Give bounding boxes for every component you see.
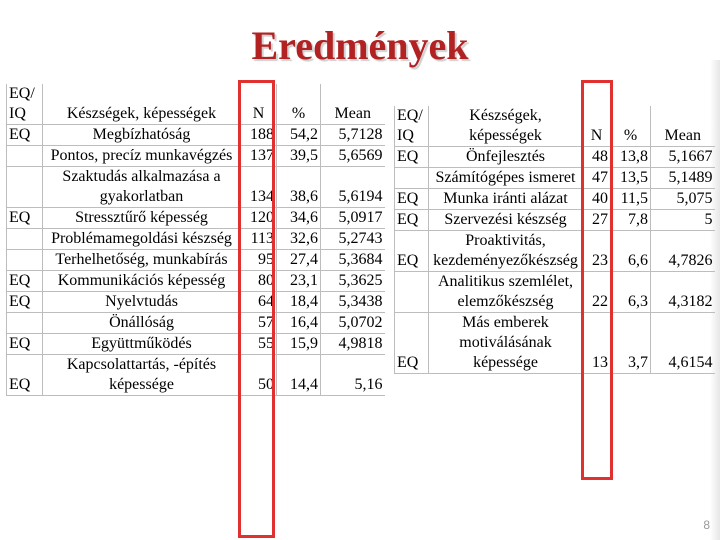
skill-name: Munka iránti alázat [429, 189, 583, 210]
eq-tag [7, 250, 43, 271]
header-iq: IQ [9, 105, 26, 122]
percent-value: 13,5 [611, 168, 651, 189]
eq-tag [7, 146, 43, 167]
results-table-right [394, 106, 715, 374]
table-row [7, 355, 385, 396]
eq-tag: EQ [395, 313, 429, 374]
percent-value: 23,1 [277, 271, 321, 292]
n-value: 80 [241, 271, 277, 292]
header-n: N [583, 106, 611, 147]
skill-name: Kapcsolattartás, -építés képessége [43, 355, 241, 396]
mean-value: 5,0917 [321, 208, 385, 229]
skill-name: Önállóság [43, 313, 241, 334]
percent-value: 6,3 [611, 272, 651, 313]
n-value: 137 [241, 146, 277, 167]
mean-value: 4,7826 [651, 231, 715, 272]
eq-tag: EQ [7, 271, 43, 292]
percent-value: 13,8 [611, 147, 651, 168]
eq-tag: EQ [395, 231, 429, 272]
skill-name: Önfejlesztés [429, 147, 583, 168]
n-value: 40 [583, 189, 611, 210]
skill-name: Szaktudás alkalmazása a gyakorlatban [43, 167, 241, 208]
mean-value: 4,9818 [321, 334, 385, 355]
percent-value: 39,5 [277, 146, 321, 167]
n-value: 13 [583, 313, 611, 374]
mean-value: 5,3625 [321, 271, 385, 292]
skill-name: Problémamegoldási készség [43, 229, 241, 250]
percent-value: 34,6 [277, 208, 321, 229]
mean-value: 5,16 [321, 355, 385, 396]
skill-name: Terhelhetőség, munkabírás [43, 250, 241, 271]
eq-tag: EQ [7, 208, 43, 229]
table-row [7, 146, 385, 167]
header-iq: IQ [397, 127, 414, 144]
skill-name: Pontos, precíz munkavégzés [43, 146, 241, 167]
mean-value: 5,0702 [321, 313, 385, 334]
percent-value: 14,4 [277, 355, 321, 396]
n-value: 22 [583, 272, 611, 313]
n-value: 64 [241, 292, 277, 313]
header-mean: Mean [651, 106, 715, 147]
percent-value: 15,9 [277, 334, 321, 355]
results-table-left [6, 84, 385, 396]
n-value: 57 [241, 313, 277, 334]
mean-value: 5,7128 [321, 125, 385, 146]
mean-value: 4,6154 [651, 313, 715, 374]
mean-value: 5,1489 [651, 168, 715, 189]
skill-name: Megbízhatóság [43, 125, 241, 146]
table-header-row [7, 84, 385, 125]
header-eq-iq [7, 84, 43, 125]
table-row [7, 271, 385, 292]
percent-value: 54,2 [277, 125, 321, 146]
eq-tag: EQ [7, 355, 43, 396]
skill-name: Más emberek motiválásának képessége [429, 313, 583, 374]
table-row [395, 168, 715, 189]
eq-tag: EQ [7, 292, 43, 313]
table-row [7, 229, 385, 250]
n-value: 113 [241, 229, 277, 250]
mean-value: 5 [651, 210, 715, 231]
header-skill: Készségek, képességek [43, 84, 241, 125]
table-row [7, 125, 385, 146]
eq-tag [7, 167, 43, 208]
table-row [7, 167, 385, 208]
table-row [7, 334, 385, 355]
percent-value: 18,4 [277, 292, 321, 313]
skill-name: Analitikus szemlélet, elemzőkészség [429, 272, 583, 313]
header-eq: EQ/ [9, 85, 35, 102]
mean-value: 5,6569 [321, 146, 385, 167]
table-row [7, 250, 385, 271]
percent-value: 7,8 [611, 210, 651, 231]
eq-tag [7, 313, 43, 334]
eq-tag: EQ [395, 210, 429, 231]
n-value: 134 [241, 167, 277, 208]
page-number: 8 [703, 518, 710, 532]
n-value: 55 [241, 334, 277, 355]
table-row [7, 292, 385, 313]
n-value: 27 [583, 210, 611, 231]
percent-value: 11,5 [611, 189, 651, 210]
skill-name: Együttműködés [43, 334, 241, 355]
percent-value: 38,6 [277, 167, 321, 208]
n-value: 23 [583, 231, 611, 272]
n-value: 50 [241, 355, 277, 396]
header-eq-iq [395, 106, 429, 147]
table-row [395, 210, 715, 231]
header-eq: EQ/ [397, 107, 423, 124]
skill-name: Számítógépes ismeret [429, 168, 583, 189]
eq-tag: EQ [7, 125, 43, 146]
n-value: 95 [241, 250, 277, 271]
skill-name: Kommunikációs képesség [43, 271, 241, 292]
header-percent: % [277, 84, 321, 125]
eq-tag [7, 229, 43, 250]
mean-value: 5,2743 [321, 229, 385, 250]
skill-name: Szervezési készség [429, 210, 583, 231]
percent-value: 16,4 [277, 313, 321, 334]
percent-value: 32,6 [277, 229, 321, 250]
skill-name: Stressztűrő képesség [43, 208, 241, 229]
table-row [395, 272, 715, 313]
percent-value: 27,4 [277, 250, 321, 271]
mean-value: 5,3684 [321, 250, 385, 271]
mean-value: 5,3438 [321, 292, 385, 313]
eq-tag [395, 168, 429, 189]
n-value: 47 [583, 168, 611, 189]
mean-value: 5,075 [651, 189, 715, 210]
n-value: 188 [241, 125, 277, 146]
table-row [395, 313, 715, 374]
table-header-row [395, 106, 715, 147]
mean-value: 5,1667 [651, 147, 715, 168]
header-n: N [241, 84, 277, 125]
table-row [7, 208, 385, 229]
table-row [395, 231, 715, 272]
header-percent: % [611, 106, 651, 147]
eq-tag [395, 272, 429, 313]
table-row [7, 313, 385, 334]
slide-title: Eredmények [251, 23, 469, 68]
mean-value: 4,3182 [651, 272, 715, 313]
header-skill: Készségek, képességek [429, 106, 583, 147]
skill-name: Nyelvtudás [43, 292, 241, 313]
table-row [395, 189, 715, 210]
percent-value: 6,6 [611, 231, 651, 272]
header-mean: Mean [321, 84, 385, 125]
mean-value: 5,6194 [321, 167, 385, 208]
n-value: 48 [583, 147, 611, 168]
results-table-right-body [395, 106, 715, 374]
results-table-left-body [7, 84, 385, 396]
skill-name: Proaktivitás, kezdeményezőkészség [429, 231, 583, 272]
eq-tag: EQ [395, 189, 429, 210]
eq-tag: EQ [395, 147, 429, 168]
n-value: 120 [241, 208, 277, 229]
table-row [395, 147, 715, 168]
percent-value: 3,7 [611, 313, 651, 374]
eq-tag: EQ [7, 334, 43, 355]
